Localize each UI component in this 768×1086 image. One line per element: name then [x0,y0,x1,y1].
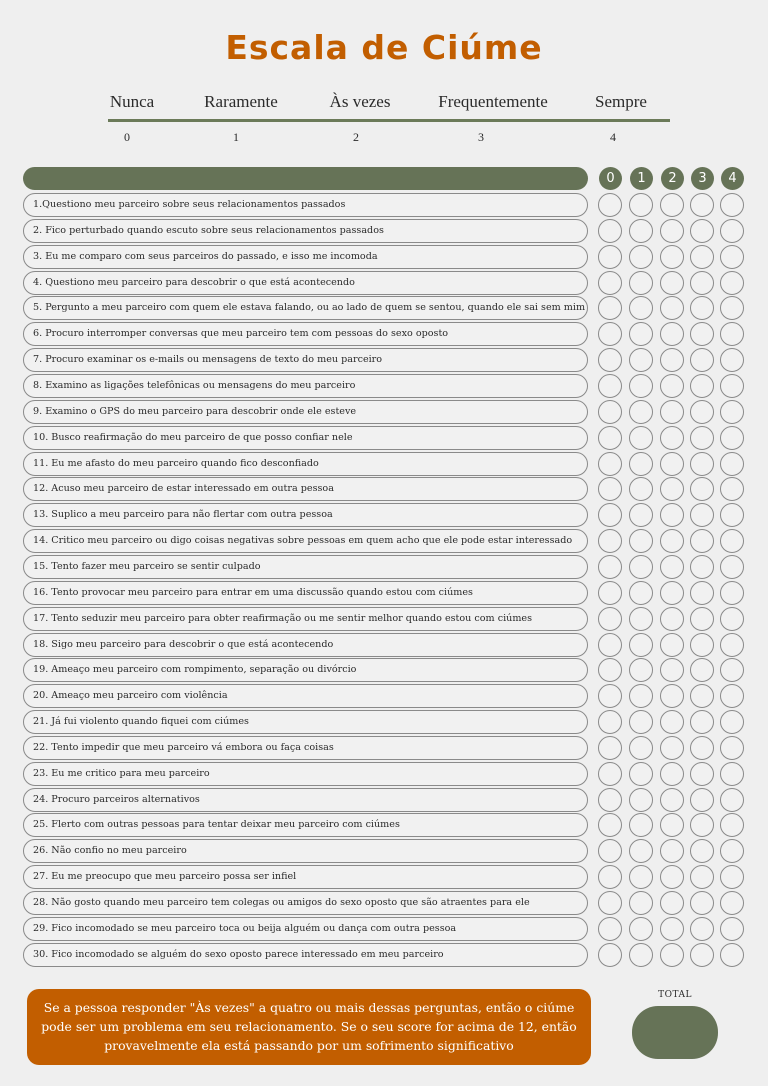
answer-option-1[interactable] [629,813,653,837]
answer-option-1[interactable] [629,322,653,346]
answer-option-3[interactable] [690,271,714,295]
answer-option-4[interactable] [720,736,744,760]
answer-option-1[interactable] [629,296,653,320]
answer-option-2[interactable] [660,917,684,941]
question-text: 25. Flerto com outras pessoas para tentar deixar meu parceiro com ciúmes [23,813,588,837]
answer-option-0[interactable] [598,426,622,450]
answer-option-0[interactable] [598,581,622,605]
answer-option-2[interactable] [660,219,684,243]
answer-option-4[interactable] [720,839,744,863]
question-row [23,452,745,476]
question-row [23,348,745,372]
page-title: Escala de Ciúme [225,28,543,67]
answer-option-2[interactable] [660,322,684,346]
answer-option-2[interactable] [660,607,684,631]
answer-option-2[interactable] [660,193,684,217]
answer-option-4[interactable] [720,788,744,812]
answer-option-4[interactable] [720,219,744,243]
question-text: 10. Busco reafirmação do meu parceiro de que posso confiar nele [23,426,588,450]
answer-option-0[interactable] [598,943,622,967]
question-row [23,374,745,398]
column-header-1: 1 [630,167,653,190]
answer-option-0[interactable] [598,193,622,217]
question-row [23,684,745,708]
answer-option-2[interactable] [660,813,684,837]
answer-option-0[interactable] [598,322,622,346]
answer-option-1[interactable] [629,788,653,812]
answer-option-4[interactable] [720,296,744,320]
answer-option-2[interactable] [660,452,684,476]
answer-option-0[interactable] [598,219,622,243]
answer-option-1[interactable] [629,839,653,863]
answer-option-1[interactable] [629,193,653,217]
scale-value-2: 2 [353,130,359,144]
question-text: 15. Tento fazer meu parceiro se sentir culpado [23,555,588,579]
scale-value-0: 0 [124,130,130,144]
answer-option-0[interactable] [598,348,622,372]
answer-option-3[interactable] [690,452,714,476]
answer-option-3[interactable] [690,917,714,941]
answer-option-4[interactable] [720,271,744,295]
answer-option-1[interactable] [629,245,653,269]
column-header-3: 3 [691,167,714,190]
answer-option-4[interactable] [720,762,744,786]
question-text: 17. Tento seduzir meu parceiro para obter reafirmação ou me sentir melhor quando estou com ciúmes [23,607,588,631]
answer-option-0[interactable] [598,891,622,915]
answer-option-2[interactable] [660,865,684,889]
answer-option-3[interactable] [690,736,714,760]
answer-option-2[interactable] [660,503,684,527]
answer-option-1[interactable] [629,943,653,967]
answer-option-3[interactable] [690,581,714,605]
answer-option-3[interactable] [690,529,714,553]
answer-option-1[interactable] [629,607,653,631]
answer-option-3[interactable] [690,245,714,269]
question-row [23,529,745,553]
answer-option-0[interactable] [598,400,622,424]
answer-option-1[interactable] [629,503,653,527]
answer-option-0[interactable] [598,529,622,553]
question-text: 1.Questiono meu parceiro sobre seus relacionamentos passados [23,193,588,217]
scale-label-4: Sempre [595,92,647,111]
answer-option-1[interactable] [629,555,653,579]
answer-option-4[interactable] [720,865,744,889]
answer-option-2[interactable] [660,891,684,915]
answer-option-0[interactable] [598,710,622,734]
answer-option-4[interactable] [720,658,744,682]
answer-option-2[interactable] [660,555,684,579]
answer-option-2[interactable] [660,271,684,295]
answer-option-0[interactable] [598,607,622,631]
answer-option-2[interactable] [660,943,684,967]
answer-option-4[interactable] [720,684,744,708]
question-text: 14. Critico meu parceiro ou digo coisas negativas sobre pessoas em quem acho que ele pode estar interessado [23,529,588,553]
answer-option-3[interactable] [690,633,714,657]
question-row [23,271,745,295]
question-text: 3. Eu me comparo com seus parceiros do passado, e isso me incomoda [23,245,588,269]
total-field[interactable] [632,1006,718,1059]
question-text: 21. Já fui violento quando fiquei com ciúmes [23,710,588,734]
answer-option-3[interactable] [690,839,714,863]
question-text: 16. Tento provocar meu parceiro para entrar em uma discussão quando estou com ciúmes [23,581,588,605]
answer-option-4[interactable] [720,891,744,915]
questions-header-bar [23,167,588,190]
question-row [23,839,745,863]
scale-labels [108,92,668,116]
answer-option-2[interactable] [660,839,684,863]
answer-option-2[interactable] [660,736,684,760]
question-text: 2. Fico perturbado quando escuto sobre seus relacionamentos passados [23,219,588,243]
answer-option-2[interactable] [660,581,684,605]
answer-option-0[interactable] [598,839,622,863]
answer-option-4[interactable] [720,529,744,553]
answer-option-3[interactable] [690,426,714,450]
answer-option-3[interactable] [690,813,714,837]
answer-option-2[interactable] [660,633,684,657]
answer-option-0[interactable] [598,658,622,682]
question-text: 13. Suplico a meu parceiro para não flertar com outra pessoa [23,503,588,527]
answer-option-0[interactable] [598,865,622,889]
answer-option-4[interactable] [720,503,744,527]
question-text: 7. Procuro examinar os e-mails ou mensagens de texto do meu parceiro [23,348,588,372]
answer-option-0[interactable] [598,633,622,657]
answer-option-1[interactable] [629,271,653,295]
answer-option-1[interactable] [629,633,653,657]
answer-option-1[interactable] [629,529,653,553]
question-text: 30. Fico incomodado se alguém do sexo oposto parece interessado em meu parceiro [23,943,588,967]
answer-option-1[interactable] [629,426,653,450]
scale-value-1: 1 [233,130,239,144]
column-header-0: 0 [599,167,622,190]
question-text: 8. Examino as ligações telefônicas ou mensagens do meu parceiro [23,374,588,398]
answer-option-2[interactable] [660,400,684,424]
answer-option-0[interactable] [598,452,622,476]
scale-values [0,130,768,148]
answer-option-1[interactable] [629,452,653,476]
answer-option-4[interactable] [720,245,744,269]
answer-option-0[interactable] [598,762,622,786]
question-text: 9. Examino o GPS do meu parceiro para descobrir onde ele esteve [23,400,588,424]
answer-option-4[interactable] [720,374,744,398]
question-row [23,400,745,424]
answer-option-4[interactable] [720,348,744,372]
question-row [23,555,745,579]
answer-option-2[interactable] [660,296,684,320]
answer-option-2[interactable] [660,477,684,501]
answer-option-4[interactable] [720,633,744,657]
answer-option-0[interactable] [598,477,622,501]
answer-option-2[interactable] [660,762,684,786]
scale-label-2: Às vezes [329,92,391,111]
answer-option-4[interactable] [720,193,744,217]
interpretation-note: Se a pessoa responder "Às vezes" a quatro ou mais dessas perguntas, então o ciúme pode ser um problema em seu relacionamento. Se o seu score for acima de 12, então provavelmente ela está passando por um sofrimento significativo [27,989,591,1065]
question-row [23,296,745,320]
question-row [23,813,745,837]
scale-divider [108,119,670,122]
answer-option-4[interactable] [720,607,744,631]
answer-option-1[interactable] [629,762,653,786]
answer-option-3[interactable] [690,503,714,527]
answer-option-4[interactable] [720,943,744,967]
question-text: 5. Pergunto a meu parceiro com quem ele estava falando, ou ao lado de quem se sentou, quando ele sai sem mim [23,296,588,320]
answer-option-3[interactable] [690,788,714,812]
answer-option-2[interactable] [660,684,684,708]
answer-option-0[interactable] [598,684,622,708]
answer-option-2[interactable] [660,348,684,372]
question-text: 18. Sigo meu parceiro para descobrir o que está acontecendo [23,633,588,657]
answer-option-4[interactable] [720,426,744,450]
question-text: 4. Questiono meu parceiro para descobrir o que está acontecendo [23,271,588,295]
question-row [23,865,745,889]
question-row [23,917,745,941]
answer-option-0[interactable] [598,736,622,760]
question-text: 24. Procuro parceiros alternativos [23,788,588,812]
question-row [23,245,745,269]
question-row [23,891,745,915]
answer-option-0[interactable] [598,503,622,527]
column-header-4: 4 [721,167,744,190]
answer-option-3[interactable] [690,477,714,501]
total-label: TOTAL [658,990,692,1000]
answer-option-2[interactable] [660,529,684,553]
answer-option-1[interactable] [629,658,653,682]
answer-option-1[interactable] [629,891,653,915]
question-row [23,710,745,734]
answer-option-3[interactable] [690,322,714,346]
question-row [23,477,745,501]
answer-option-4[interactable] [720,322,744,346]
answer-option-3[interactable] [690,219,714,243]
answer-option-4[interactable] [720,917,744,941]
answer-option-3[interactable] [690,348,714,372]
answer-option-0[interactable] [598,245,622,269]
question-row [23,658,745,682]
answer-option-2[interactable] [660,710,684,734]
answer-option-3[interactable] [690,865,714,889]
scale-label-1: Raramente [204,92,278,111]
answer-option-3[interactable] [690,943,714,967]
answer-option-1[interactable] [629,348,653,372]
answer-option-0[interactable] [598,296,622,320]
answer-option-3[interactable] [690,658,714,682]
answer-option-2[interactable] [660,374,684,398]
answer-option-2[interactable] [660,426,684,450]
answer-option-3[interactable] [690,710,714,734]
answer-option-4[interactable] [720,400,744,424]
question-text: 19. Ameaço meu parceiro com rompimento, separação ou divórcio [23,658,588,682]
answer-option-0[interactable] [598,555,622,579]
question-row [23,322,745,346]
answer-option-1[interactable] [629,400,653,424]
question-row [23,193,745,217]
answer-option-3[interactable] [690,762,714,786]
answer-option-3[interactable] [690,555,714,579]
answer-option-3[interactable] [690,296,714,320]
question-row [23,426,745,450]
question-row [23,736,745,760]
question-row [23,633,745,657]
question-text: 23. Eu me critico para meu parceiro [23,762,588,786]
answer-option-2[interactable] [660,658,684,682]
answer-option-1[interactable] [629,581,653,605]
answer-option-0[interactable] [598,374,622,398]
question-text: 28. Não gosto quando meu parceiro tem colegas ou amigos do sexo oposto que são atraentes para ele [23,891,588,915]
answer-option-1[interactable] [629,736,653,760]
answer-option-3[interactable] [690,400,714,424]
question-text: 22. Tento impedir que meu parceiro vá embora ou faça coisas [23,736,588,760]
answer-option-1[interactable] [629,219,653,243]
answer-option-3[interactable] [690,891,714,915]
answer-option-0[interactable] [598,788,622,812]
answer-option-0[interactable] [598,917,622,941]
answer-option-1[interactable] [629,374,653,398]
answer-option-4[interactable] [720,555,744,579]
question-text: 12. Acuso meu parceiro de estar interessado em outra pessoa [23,477,588,501]
answer-option-4[interactable] [720,581,744,605]
question-row [23,762,745,786]
answer-option-3[interactable] [690,684,714,708]
scale-value-4: 4 [610,130,616,144]
answer-option-0[interactable] [598,813,622,837]
answer-option-1[interactable] [629,477,653,501]
answer-option-3[interactable] [690,374,714,398]
answer-option-1[interactable] [629,710,653,734]
answer-option-2[interactable] [660,245,684,269]
question-text: 29. Fico incomodado se meu parceiro toca ou beija alguém ou dança com outra pessoa [23,917,588,941]
question-text: 20. Ameaço meu parceiro com violência [23,684,588,708]
column-header-2: 2 [661,167,684,190]
scale-label-3: Frequentemente [438,92,548,111]
answer-option-4[interactable] [720,813,744,837]
question-row [23,503,745,527]
answer-option-4[interactable] [720,477,744,501]
answer-option-4[interactable] [720,710,744,734]
question-row [23,219,745,243]
answer-option-3[interactable] [690,607,714,631]
scale-label-0: Nunca [109,92,155,111]
question-row [23,788,745,812]
question-row [23,943,745,967]
question-row [23,607,745,631]
question-text: 11. Eu me afasto do meu parceiro quando fico desconfiado [23,452,588,476]
answer-option-1[interactable] [629,684,653,708]
question-text: 27. Eu me preocupo que meu parceiro possa ser infiel [23,865,588,889]
answer-option-4[interactable] [720,452,744,476]
question-text: 26. Não confio no meu parceiro [23,839,588,863]
question-row [23,581,745,605]
answer-option-2[interactable] [660,788,684,812]
scale-value-3: 3 [478,130,484,144]
question-text: 6. Procuro interromper conversas que meu parceiro tem com pessoas do sexo oposto [23,322,588,346]
answer-option-3[interactable] [690,193,714,217]
answer-option-0[interactable] [598,271,622,295]
answer-option-1[interactable] [629,917,653,941]
answer-option-1[interactable] [629,865,653,889]
